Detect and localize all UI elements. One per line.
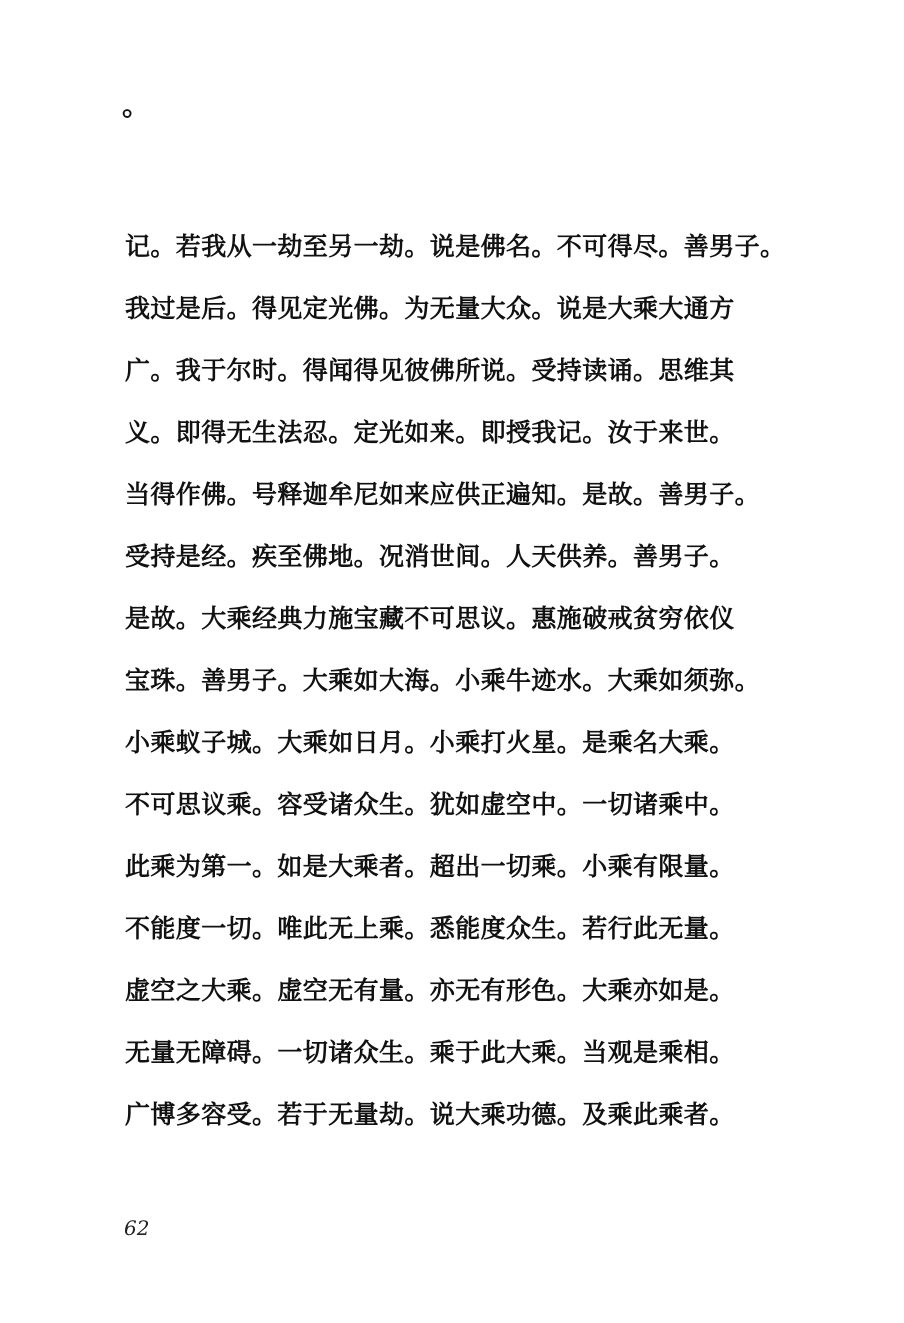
text-line-14: 无量无障碍。一切诸众生。乘于此大乘。当观是乘相。 xyxy=(125,1038,735,1067)
text-line-3: 广。我于尔时。得闻得见彼佛所说。受持读诵。思维其 xyxy=(125,356,735,385)
text-line-4: 义。即得无生法忍。定光如来。即授我记。汝于来世。 xyxy=(125,418,735,447)
text-line-5: 当得作佛。号释迦牟尼如来应供正遍知。是故。善男子。 xyxy=(125,480,761,509)
text-line-6: 受持是经。疾至佛地。况消世间。人天供养。善男子。 xyxy=(125,542,735,571)
text-line-8: 宝珠。善男子。大乘如大海。小乘牛迹水。大乘如须弥。 xyxy=(125,666,761,695)
text-line-13: 虚空之大乘。虚空无有量。亦无有形色。大乘亦如是。 xyxy=(125,976,735,1005)
page-number: 62 xyxy=(124,1216,150,1240)
text-line-10: 不可思议乘。容受诸众生。犹如虚空中。一切诸乘中。 xyxy=(125,790,735,819)
text-line-15: 广博多容受。若于无量劫。说大乘功德。及乘此乘者。 xyxy=(125,1100,735,1129)
text-line-7: 是故。大乘经典力施宝藏不可思议。惠施破戒贫穷依仪 xyxy=(125,604,735,633)
body-text xyxy=(125,216,786,1146)
text-line-12: 不能度一切。唯此无上乘。悉能度众生。若行此无量。 xyxy=(125,914,735,943)
text-line-1: 记。若我从一劫至另一劫。说是佛名。不可得尽。善男子。 xyxy=(125,232,786,261)
text-line-11: 此乘为第一。如是大乘者。超出一切乘。小乘有限量。 xyxy=(125,852,735,881)
text-line-2: 我过是后。得见定光佛。为无量大众。说是大乘大通方 xyxy=(125,294,735,323)
text-line-9: 小乘蚁子城。大乘如日月。小乘打火星。是乘名大乘。 xyxy=(125,728,735,757)
top-punctuation-mark: 。 xyxy=(122,89,151,122)
